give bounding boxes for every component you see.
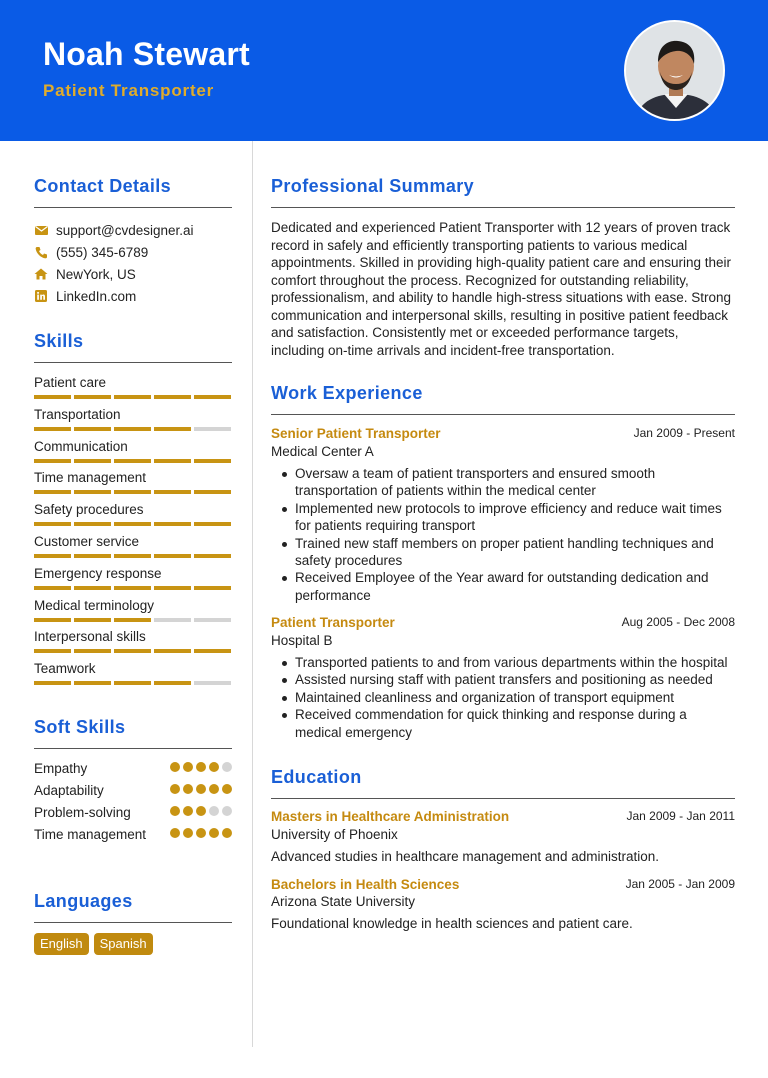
school-name: Arizona State University — [271, 894, 416, 909]
rating-dot — [183, 806, 193, 816]
rating-dot — [196, 828, 206, 838]
envelope-icon — [34, 223, 48, 237]
section-rule — [271, 798, 735, 799]
skill-rating-bar — [34, 618, 231, 622]
experience-section — [271, 383, 735, 415]
rating-segment — [194, 522, 231, 526]
rating-dot — [209, 828, 219, 838]
skill-rating-bar — [34, 459, 231, 463]
rating-segment — [154, 459, 191, 463]
job-title: Senior Patient Transporter — [271, 426, 441, 441]
skill-rating-bar — [34, 490, 231, 494]
rating-segment — [114, 681, 151, 685]
soft-skill-label: Empathy — [34, 761, 88, 776]
list-item: Maintained cleanliness and organization of transport equipment — [271, 689, 735, 706]
rating-segment — [34, 681, 71, 685]
rating-segment — [154, 586, 191, 590]
rating-dot — [183, 784, 193, 794]
soft-skill-label: Problem-solving — [34, 805, 131, 820]
rating-dot — [222, 784, 232, 794]
rating-dot — [209, 806, 219, 816]
section-rule — [271, 414, 735, 415]
language-tags — [34, 933, 153, 955]
degree-title: Masters in Healthcare Administration — [271, 809, 510, 824]
rating-segment — [194, 681, 231, 685]
contact-phone-text: (555) 345-6789 — [56, 244, 149, 260]
list-item: Received commendation for quick thinking and response during a medical emergency — [271, 706, 735, 741]
contact-heading: Contact Details — [34, 176, 172, 196]
degree-dates: Jan 2009 - Jan 2011 — [626, 809, 735, 823]
skill-row — [34, 661, 232, 676]
section-rule — [34, 362, 232, 363]
skill-row — [34, 439, 232, 454]
rating-segment — [74, 395, 111, 399]
list-item: Oversaw a team of patient transporters and ensured smooth transportation of patients within the medical center — [271, 465, 735, 500]
rating-segment — [194, 459, 231, 463]
soft-skill-row — [34, 804, 232, 822]
rating-segment — [74, 681, 111, 685]
experience-heading: Work Experience — [271, 383, 423, 403]
home-icon — [34, 267, 48, 281]
list-item: Implemented new protocols to improve efficiency and reduce wait times for patients requiring transport — [271, 500, 735, 535]
column-divider — [252, 141, 253, 1047]
rating-segment — [74, 427, 111, 431]
job-dates: Jan 2009 - Present — [633, 426, 735, 440]
skill-rating-bar — [34, 522, 231, 526]
education-heading: Education — [271, 767, 362, 787]
rating-dot — [222, 806, 232, 816]
job-dates: Aug 2005 - Dec 2008 — [621, 615, 735, 629]
job-employer: Hospital B — [271, 633, 333, 648]
skill-label: Teamwork — [34, 661, 96, 677]
rating-segment — [114, 586, 151, 590]
rating-segment — [194, 586, 231, 590]
education-section — [271, 767, 735, 799]
contact-location-text: NewYork, US — [56, 266, 136, 282]
rating-segment — [154, 490, 191, 494]
linkedin-icon — [34, 289, 48, 303]
rating-segment — [74, 490, 111, 494]
summary-text: Dedicated and experienced Patient Transporter with 12 years of proven track record in safely and efficiently transporting patients to various medical appointments. Skilled in providing high-quality patient care and ensuring their comfort throughout the process. Recognized for outstanding reliability, professionalism, and ability to handle high-stress situations with ease. Strong communication and interpersonal skills, resulting in positive patient feedback and satisfaction. Consistently met or exceeded performance targets, including on-time arrivals and incident-free transportation. — [271, 220, 732, 358]
language-tag: English — [34, 933, 89, 955]
rating-segment — [114, 554, 151, 558]
rating-dot — [183, 828, 193, 838]
contact-phone — [34, 242, 232, 262]
rating-segment — [114, 427, 151, 431]
rating-segment — [34, 554, 71, 558]
soft-skills-section — [34, 717, 232, 749]
rating-segment — [114, 459, 151, 463]
skill-label: Customer service — [34, 534, 140, 549]
rating-dot — [170, 806, 180, 816]
contact-section — [34, 176, 232, 208]
skill-row — [34, 534, 232, 549]
skill-label: Transportation — [34, 406, 121, 422]
skill-label: Interpersonal skills — [34, 629, 146, 645]
soft-skill-rating-dots — [170, 762, 232, 772]
rating-segment — [34, 586, 71, 590]
rating-dot — [209, 784, 219, 794]
skill-row — [34, 407, 232, 422]
person-photo-icon — [626, 22, 725, 121]
summary-heading: Professional Summary — [271, 176, 475, 196]
list-item: Trained new staff members on proper patient handling techniques and safety procedures — [271, 535, 735, 570]
skill-row — [34, 629, 232, 644]
rating-dot — [170, 828, 180, 838]
skills-section — [34, 331, 232, 363]
degree-dates: Jan 2005 - Jan 2009 — [625, 877, 735, 891]
rating-dot — [209, 762, 219, 772]
job-title: Patient Transporter — [271, 615, 395, 630]
rating-dot — [222, 762, 232, 772]
skill-label: Patient care — [34, 375, 107, 390]
list-item: Assisted nursing staff with patient transfers and positioning as needed — [271, 671, 735, 688]
soft-skill-label: Time management — [34, 827, 147, 842]
skill-rating-bar — [34, 649, 231, 653]
rating-dot — [196, 762, 206, 772]
rating-segment — [74, 522, 111, 526]
rating-segment — [154, 427, 191, 431]
phone-icon — [34, 245, 48, 259]
rating-segment — [34, 522, 71, 526]
rating-segment — [194, 490, 231, 494]
rating-segment — [34, 395, 71, 399]
rating-segment — [34, 459, 71, 463]
rating-dot — [196, 806, 206, 816]
rating-segment — [154, 681, 191, 685]
rating-segment — [154, 649, 191, 653]
section-rule — [34, 207, 232, 208]
contact-email-text: support@cvdesigner.ai — [56, 222, 194, 238]
rating-segment — [74, 586, 111, 590]
rating-segment — [154, 554, 191, 558]
rating-segment — [194, 554, 231, 558]
soft-skill-rating-dots — [170, 806, 232, 816]
degree-description: Foundational knowledge in health sciences and patient care. — [271, 916, 633, 931]
skill-row — [34, 502, 232, 517]
rating-dot — [183, 762, 193, 772]
soft-skill-rating-dots — [170, 784, 232, 794]
list-item: Received Employee of the Year award for outstanding dedication and performance — [271, 569, 735, 604]
candidate-name: Noah Stewart — [43, 36, 250, 72]
contact-linkedin-text: LinkedIn.com — [56, 288, 137, 304]
skills-heading: Skills — [34, 331, 84, 351]
rating-segment — [114, 618, 151, 622]
skill-rating-bar — [34, 395, 231, 399]
skill-label: Time management — [34, 470, 147, 486]
skill-label: Communication — [34, 438, 128, 454]
job-employer: Medical Center A — [271, 444, 374, 459]
summary-section — [271, 176, 735, 208]
job-bullets — [271, 465, 735, 604]
candidate-title: Patient Transporter — [43, 81, 215, 100]
rating-segment — [34, 649, 71, 653]
resume-header — [0, 0, 768, 141]
rating-segment — [34, 618, 71, 622]
rating-dot — [170, 784, 180, 794]
soft-skill-row — [34, 760, 232, 778]
contact-email — [34, 220, 232, 240]
contact-linkedin — [34, 286, 232, 306]
skill-label: Emergency response — [34, 565, 162, 581]
contact-location — [34, 264, 232, 284]
degree-title: Bachelors in Health Sciences — [271, 877, 460, 892]
rating-segment — [114, 649, 151, 653]
rating-segment — [194, 395, 231, 399]
skill-row — [34, 470, 232, 485]
skill-row — [34, 375, 232, 390]
rating-dot — [170, 762, 180, 772]
rating-segment — [154, 395, 191, 399]
job-bullets — [271, 654, 735, 741]
rating-segment — [74, 649, 111, 653]
rating-segment — [34, 490, 71, 494]
skill-label: Medical terminology — [34, 597, 155, 613]
rating-segment — [114, 490, 151, 494]
languages-section — [34, 891, 232, 923]
soft-skills-heading: Soft Skills — [34, 717, 126, 737]
language-tag: Spanish — [94, 933, 153, 955]
rating-segment — [194, 649, 231, 653]
soft-skill-rating-dots — [170, 828, 232, 838]
rating-segment — [194, 427, 231, 431]
rating-dot — [196, 784, 206, 794]
rating-dot — [222, 828, 232, 838]
list-item: Transported patients to and from various departments within the hospital — [271, 654, 735, 671]
rating-segment — [34, 427, 71, 431]
skill-label: Safety procedures — [34, 502, 144, 518]
soft-skill-label: Adaptability — [34, 783, 104, 798]
section-rule — [34, 748, 232, 749]
rating-segment — [154, 618, 191, 622]
skill-rating-bar — [34, 427, 231, 431]
rating-segment — [114, 395, 151, 399]
profile-photo — [624, 20, 725, 121]
rating-segment — [114, 522, 151, 526]
degree-description: Advanced studies in healthcare management and administration. — [271, 849, 659, 864]
rating-segment — [74, 459, 111, 463]
soft-skill-row — [34, 782, 232, 800]
section-rule — [34, 922, 232, 923]
rating-segment — [74, 618, 111, 622]
soft-skill-row — [34, 826, 232, 844]
school-name: University of Phoenix — [271, 827, 398, 842]
languages-heading: Languages — [34, 891, 133, 911]
skill-rating-bar — [34, 554, 231, 558]
skill-row — [34, 566, 232, 581]
section-rule — [271, 207, 735, 208]
skill-row — [34, 598, 232, 613]
skill-rating-bar — [34, 681, 231, 685]
rating-segment — [154, 522, 191, 526]
skill-rating-bar — [34, 586, 231, 590]
rating-segment — [194, 618, 231, 622]
rating-segment — [74, 554, 111, 558]
